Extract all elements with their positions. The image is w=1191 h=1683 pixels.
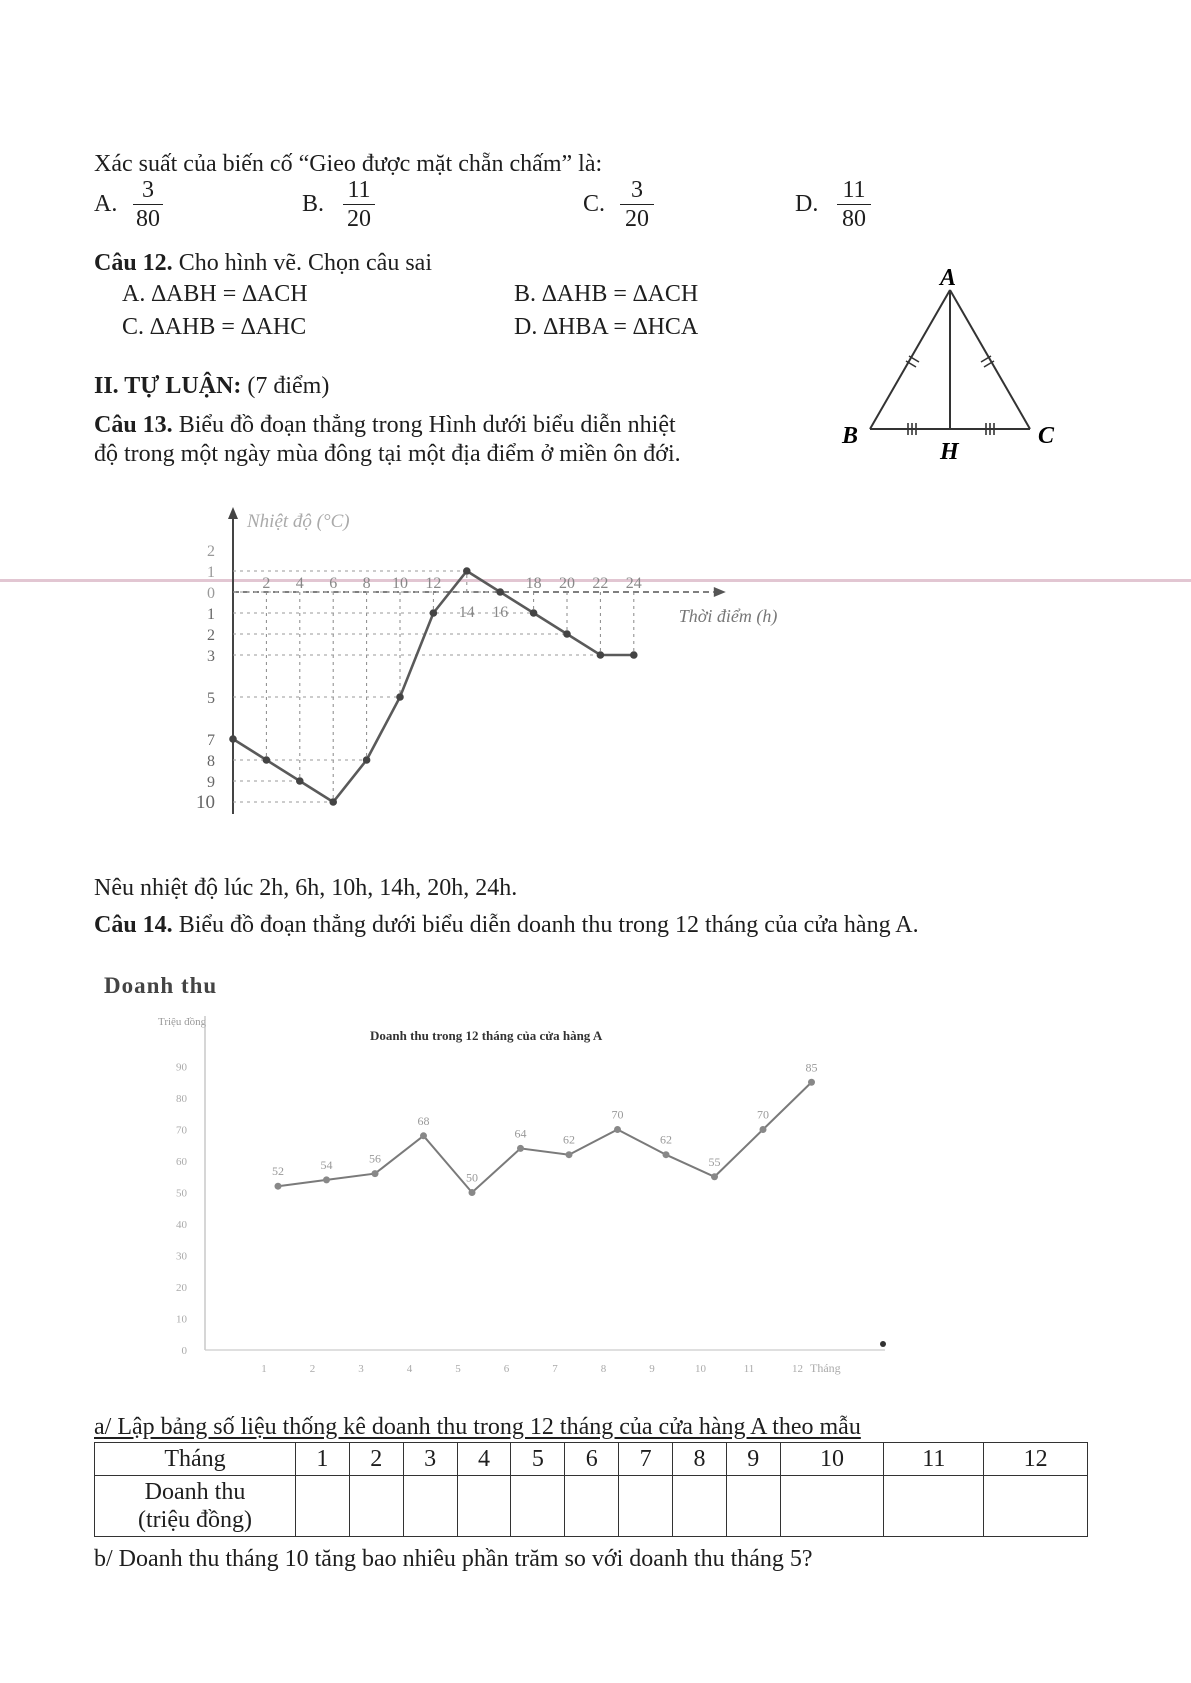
- data-point: [760, 1126, 767, 1133]
- q14-part-a: a/ Lập bảng số liệu thống kê doanh thu trong 12 tháng của cửa hàng A theo mẫu: [94, 1414, 861, 1440]
- table-empty-cell[interactable]: [673, 1476, 727, 1537]
- x-tick-label: 18: [525, 575, 542, 592]
- q14-title: Câu 14.: [94, 912, 173, 938]
- q12-prompt: Cho hình vẽ. Chọn câu sai: [172, 250, 432, 276]
- x-axis-arrow: [714, 587, 726, 597]
- q12-question: [94, 249, 432, 277]
- x-tick-label: 12: [792, 1363, 803, 1375]
- data-point: [323, 1176, 330, 1183]
- data-label: 68: [417, 1113, 430, 1128]
- q12-option-d[interactable]: D. ∆HBA = ∆HCA: [514, 314, 699, 340]
- side-ab: [870, 290, 950, 429]
- y-tick-label: 20: [176, 1282, 187, 1294]
- vertex-label-b: B: [842, 423, 859, 449]
- x-tick-label: 8: [600, 1363, 607, 1375]
- table-row: [95, 1476, 1088, 1537]
- data-point: [566, 1151, 573, 1158]
- x-axis-title: Tháng: [810, 1361, 841, 1375]
- temperature-series-line: [233, 571, 634, 802]
- x-tick-label: 12: [425, 575, 442, 592]
- table-empty-cell[interactable]: [403, 1476, 457, 1537]
- y-tick-label: 2: [207, 627, 215, 644]
- table-month-cell: 1: [296, 1443, 350, 1476]
- x-axis-end-dot: [880, 1341, 886, 1347]
- x-axis-title: Thời điểm (h): [678, 606, 778, 626]
- table-empty-cell[interactable]: [726, 1476, 780, 1537]
- x-tick-label: 6: [329, 575, 338, 592]
- q14-part-b: b/ Doanh thu tháng 10 tăng bao nhiêu phần trăm so với doanh thu tháng 5?: [94, 1546, 813, 1572]
- part2-points: (7 điểm): [241, 373, 330, 399]
- data-point: [420, 1132, 427, 1139]
- data-point: [296, 777, 304, 785]
- part2-title: II. TỰ LUẬN:: [94, 373, 242, 399]
- y-axis-title: Triệu đồng: [158, 1016, 207, 1028]
- table-month-cell: 6: [565, 1443, 619, 1476]
- y-tick-label: 0: [181, 1345, 187, 1357]
- x-tick-label: 5: [455, 1363, 461, 1375]
- x-tick-label: 2: [309, 1363, 316, 1375]
- data-label: 70: [611, 1107, 624, 1122]
- q13-after: Nêu nhiệt độ lúc 2h, 6h, 10h, 14h, 20h, 24h.: [94, 875, 518, 901]
- temperature-chart: [150, 505, 850, 845]
- y-tick-label: 7: [207, 732, 215, 749]
- x-tick-label: 11: [743, 1363, 755, 1375]
- y-tick-label: 10: [196, 792, 215, 813]
- y-tick-label: 10: [176, 1313, 187, 1326]
- data-label: 64: [514, 1126, 527, 1141]
- revenue-chart: [150, 1010, 910, 1385]
- q13-title: Câu 13.: [94, 412, 173, 438]
- x-tick-label: 2: [262, 575, 271, 592]
- data-point: [469, 1189, 476, 1196]
- x-tick-label: 10: [392, 575, 408, 592]
- table-header-revenue: Doanh thu (triệu đồng): [95, 1476, 296, 1537]
- q12-option-c[interactable]: C. ∆AHB = ∆AHC: [122, 314, 307, 340]
- y-tick-label: 9: [207, 774, 215, 791]
- q14-question: [94, 911, 919, 939]
- x-tick-label: 7: [552, 1363, 558, 1375]
- table-empty-cell[interactable]: [565, 1476, 619, 1537]
- table-row: [95, 1443, 1088, 1476]
- data-label: 54: [320, 1157, 333, 1172]
- part2-heading: [94, 372, 329, 400]
- side-ac: [950, 290, 1030, 429]
- data-point: [463, 567, 471, 575]
- data-point: [263, 756, 271, 764]
- table-month-cell: 2: [349, 1443, 403, 1476]
- table-empty-cell[interactable]: [884, 1476, 984, 1537]
- table-header-month: Tháng: [95, 1443, 296, 1476]
- data-point: [563, 630, 571, 638]
- q11-prompt: Xác suất của biến cố “Gieo được mặt chẵn chấm” là:: [94, 151, 603, 177]
- table-month-cell: 10: [780, 1443, 884, 1476]
- data-point: [614, 1126, 621, 1133]
- triangle-figure: [830, 255, 1080, 470]
- y-tick-label: 30: [176, 1250, 187, 1263]
- y-tick-label: 50: [176, 1187, 187, 1200]
- q13-line1: Câu 13. Biểu đồ đoạn thẳng trong Hình dưới biểu diễn nhiệt: [94, 412, 676, 438]
- data-point: [363, 756, 371, 764]
- data-label: 50: [466, 1170, 478, 1185]
- q13-line2: độ trong một ngày mùa đông tại một địa điểm ở miền ôn đới.: [94, 441, 681, 467]
- y-tick-label: 8: [207, 753, 215, 770]
- x-tick-label: 6: [503, 1363, 510, 1375]
- table-month-cell: 11: [884, 1443, 984, 1476]
- table-empty-cell[interactable]: [296, 1476, 350, 1537]
- vertex-label-a: A: [940, 265, 957, 291]
- table-empty-cell[interactable]: [780, 1476, 884, 1537]
- table-month-cell: 4: [457, 1443, 511, 1476]
- table-month-cell: 3: [403, 1443, 457, 1476]
- x-tick-label: 8: [362, 575, 371, 592]
- y-tick-label: 80: [176, 1093, 187, 1105]
- x-tick-label: 10: [695, 1363, 706, 1375]
- q12-title: Câu 12.: [94, 250, 173, 276]
- x-tick-label: 4: [406, 1363, 413, 1375]
- vertex-label-c: C: [1038, 423, 1055, 449]
- data-label: 52: [272, 1164, 284, 1179]
- q14-prompt: Biểu đồ đoạn thẳng dưới biểu diễn doanh thu trong 12 tháng của cửa hàng A.: [172, 912, 919, 938]
- table-month-cell: 5: [511, 1443, 565, 1476]
- revenue-series-line: [278, 1082, 812, 1192]
- data-point: [329, 798, 337, 806]
- y-tick-label: 90: [176, 1061, 187, 1074]
- data-point: [663, 1151, 670, 1158]
- table-month-cell: 12: [984, 1443, 1088, 1476]
- data-point: [496, 588, 504, 596]
- y-tick-label: 5: [207, 690, 215, 707]
- table-empty-cell[interactable]: [619, 1476, 673, 1537]
- x-tick-label: 14: [458, 604, 475, 621]
- y-tick-label: 40: [176, 1219, 187, 1231]
- x-tick-label: 1: [261, 1363, 267, 1375]
- table-empty-cell[interactable]: [457, 1476, 511, 1537]
- x-tick-label: 3: [358, 1363, 364, 1375]
- vertex-label-h: H: [940, 439, 959, 465]
- x-tick-label: 22: [592, 575, 609, 592]
- data-point: [630, 651, 638, 659]
- y-tick-label: 1: [207, 564, 215, 581]
- data-point: [597, 651, 605, 659]
- data-point: [517, 1145, 524, 1152]
- data-point: [711, 1173, 718, 1180]
- y-tick-label: 60: [176, 1156, 187, 1168]
- data-point: [372, 1170, 379, 1177]
- y-tick-label: 2: [207, 543, 215, 560]
- chart-title: Doanh thu trong 12 tháng của cửa hàng A: [370, 1028, 603, 1043]
- data-label: 85: [805, 1060, 818, 1075]
- data-label: 62: [563, 1132, 575, 1147]
- x-tick-label: 4: [295, 575, 304, 592]
- y-axis-arrow: [228, 507, 238, 519]
- data-point: [396, 693, 404, 701]
- data-point: [430, 609, 438, 617]
- x-tick-label: 24: [625, 575, 642, 592]
- y-tick-label: 3: [207, 648, 215, 665]
- y-tick-label: 0: [207, 585, 215, 602]
- table-month-cell: 7: [619, 1443, 673, 1476]
- data-label: 56: [369, 1151, 381, 1166]
- x-tick-label: 9: [649, 1363, 655, 1375]
- data-point: [808, 1079, 815, 1086]
- data-point: [229, 735, 237, 743]
- table-empty-cell[interactable]: [511, 1476, 565, 1537]
- data-label: 55: [708, 1154, 721, 1169]
- data-label: 62: [660, 1132, 672, 1147]
- q12-option-b[interactable]: B. ∆AHB = ∆ACH: [514, 281, 699, 307]
- table-month-cell: 9: [726, 1443, 780, 1476]
- data-label: 70: [757, 1107, 769, 1122]
- x-tick-label: 16: [492, 604, 509, 621]
- statistics-table: [94, 1442, 1088, 1537]
- table-empty-cell[interactable]: [984, 1476, 1088, 1537]
- q12-option-a[interactable]: A. ∆ABH = ∆ACH: [122, 281, 308, 307]
- revenue-chart-heading: Doanh thu: [104, 973, 218, 998]
- table-empty-cell[interactable]: [349, 1476, 403, 1537]
- data-point: [530, 609, 538, 617]
- y-tick-label: 70: [176, 1124, 187, 1137]
- data-point: [275, 1183, 282, 1190]
- y-axis-title: Nhiệt độ (°C): [247, 511, 350, 532]
- y-tick-label: 1: [207, 606, 215, 623]
- x-tick-label: 20: [559, 575, 575, 592]
- table-month-cell: 8: [673, 1443, 727, 1476]
